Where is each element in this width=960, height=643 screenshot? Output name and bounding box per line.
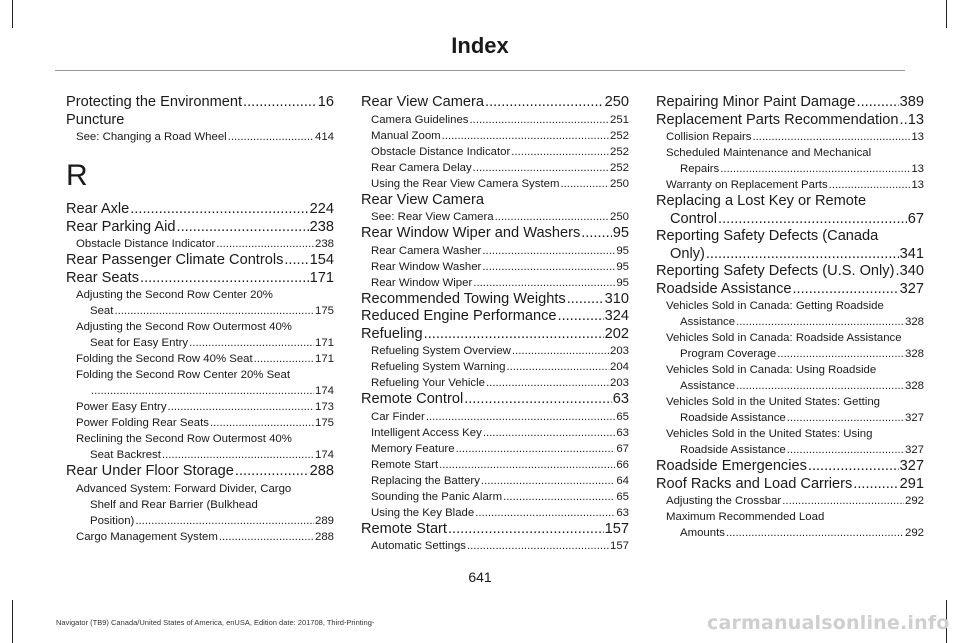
footer-edition-text: Navigator (TB9) Canada/United States of America, enUSA, Edition date: 201708, Third-Printing-	[56, 618, 375, 627]
entry-page-number: 327	[899, 280, 924, 297]
entry-text: Remote Start	[361, 520, 447, 537]
entry-page-number: 157	[604, 520, 629, 537]
dot-leader	[130, 201, 308, 219]
entry-text: Vehicles Sold in the United States: Getting	[666, 396, 881, 408]
dot-leader	[792, 281, 898, 299]
dot-leader	[177, 219, 309, 237]
dot-leader	[777, 346, 904, 362]
index-entry	[361, 94, 629, 112]
index-entry	[656, 228, 924, 246]
dot-leader	[467, 538, 609, 554]
entry-text: Cargo Management System	[76, 530, 218, 543]
entry-text: Reclining the Second Row Outermost 40%	[76, 433, 292, 445]
entry-page-number: 95	[612, 225, 629, 241]
index-entry	[361, 275, 629, 291]
entry-text: Replacing the Battery	[371, 474, 480, 487]
entry-page-number: 292	[904, 527, 924, 539]
entry-page-number: 202	[604, 325, 629, 342]
dot-leader	[900, 112, 907, 130]
index-entry	[361, 243, 629, 259]
index-entry	[66, 287, 334, 303]
dot-leader	[486, 375, 609, 391]
entry-text: Refueling	[361, 325, 423, 342]
dot-leader	[162, 447, 314, 463]
entry-page-number: 291	[899, 475, 924, 492]
entry-page-number: 13	[911, 131, 924, 143]
index-entry	[66, 112, 334, 130]
index-entry	[656, 426, 924, 442]
index-entry	[656, 246, 924, 264]
index-entry	[361, 128, 629, 144]
dot-leader	[495, 209, 609, 225]
index-entry	[361, 326, 629, 344]
index-entry	[361, 505, 629, 521]
entry-text: Seat Backrest	[90, 449, 161, 461]
index-entry	[656, 458, 924, 476]
dot-leader	[483, 425, 616, 441]
entry-page-number: 252	[609, 161, 629, 174]
entry-text: Reporting Safety Defects (U.S. Only)	[656, 263, 895, 279]
entry-text: Protecting the Environment	[66, 94, 243, 110]
entry-text: Assistance	[680, 316, 736, 328]
entry-page-number: 63	[616, 506, 629, 519]
entry-text: Reporting Safety Defects (Canada	[656, 228, 879, 244]
entry-page-number: 327	[899, 458, 924, 474]
entry-page-number: 292	[904, 495, 924, 507]
index-entry	[361, 538, 629, 554]
index-entry	[66, 219, 334, 237]
entry-text: Repairing Minor Paint Damage	[656, 94, 856, 110]
dot-leader	[895, 263, 898, 281]
entry-text: Vehicles Sold in Canada: Getting Roadside	[666, 300, 884, 312]
index-entry	[66, 335, 334, 351]
dot-leader	[254, 351, 314, 367]
entry-page-number: 341	[899, 245, 924, 262]
index-entry	[656, 346, 924, 362]
dot-leader	[581, 225, 612, 243]
index-entry	[656, 525, 924, 541]
dot-leader	[829, 177, 911, 193]
index-entry	[66, 431, 334, 447]
index-entry	[66, 303, 334, 319]
index-entry	[361, 308, 629, 326]
index-entry	[656, 211, 924, 229]
index-entry	[656, 298, 924, 314]
entry-text: Car Finder	[371, 410, 425, 423]
entry-text: Remote Start	[371, 458, 439, 471]
entry-text: Refueling System Warning	[371, 361, 506, 373]
index-entry	[361, 291, 629, 309]
entry-page-number: 288	[314, 530, 334, 543]
entry-text: Rear Camera Washer	[371, 244, 482, 257]
index-entry	[361, 160, 629, 176]
dot-leader	[752, 129, 910, 145]
entry-page-number: 310	[604, 290, 629, 307]
entry-page-number: 389	[899, 94, 924, 110]
entry-text: Seat	[90, 305, 114, 317]
index-entry	[66, 383, 334, 399]
entry-page-number: 289	[314, 514, 334, 527]
index-entry	[656, 161, 924, 177]
index-letter-heading: R	[66, 159, 88, 192]
entry-text: Power Folding Rear Seats	[76, 417, 209, 429]
dot-leader	[216, 236, 314, 252]
entry-text: Adjusting the Second Row Center 20%	[76, 289, 273, 301]
entry-text: See: Changing a Road Wheel	[76, 131, 227, 143]
entry-text: Rear Passenger Climate Controls	[66, 252, 284, 268]
dot-leader	[243, 94, 317, 112]
entry-page-number: 324	[604, 308, 629, 324]
crop-mark-bottom-left-vertical	[12, 600, 13, 643]
dot-leader	[439, 457, 615, 473]
entry-text: Puncture	[66, 111, 125, 128]
entry-text: Rear View Camera	[361, 94, 485, 110]
entry-text: Folding the Second Row 40% Seat	[76, 353, 253, 365]
index-entry	[66, 252, 334, 270]
index-entry	[66, 529, 334, 545]
entry-page-number: 157	[609, 540, 629, 552]
entry-text: Intelligent Access Key	[371, 426, 482, 439]
entry-text: Advanced System: Forward Divider, Cargo	[76, 482, 292, 495]
entry-text: Rear Under Floor Storage	[66, 463, 234, 479]
entry-page-number: 95	[616, 260, 629, 273]
dot-leader	[567, 291, 604, 309]
index-entry	[361, 375, 629, 391]
entry-text: Reduced Engine Performance	[361, 308, 557, 324]
index-entry	[361, 489, 629, 505]
dot-leader	[284, 252, 308, 270]
entry-text: Vehicles Sold in Canada: Roadside Assistance	[666, 332, 902, 344]
entry-text: Warranty on Replacement Parts	[666, 179, 828, 191]
index-entry	[656, 314, 924, 330]
entry-page-number: 238	[309, 218, 334, 235]
entry-page-number: 171	[309, 269, 334, 286]
index-entry	[361, 176, 629, 192]
index-entry	[656, 145, 924, 161]
entry-page-number: 238	[314, 238, 334, 250]
dot-leader	[442, 128, 609, 144]
index-entry	[656, 263, 924, 281]
entry-text: Position)	[90, 514, 135, 527]
entry-text: Power Easy Entry	[76, 401, 167, 413]
entry-page-number: 67	[907, 210, 924, 227]
dot-leader	[475, 505, 615, 521]
entry-page-number: 250	[609, 177, 629, 190]
index-entry	[66, 270, 334, 288]
entry-page-number: 327	[904, 444, 924, 456]
index-entry	[361, 441, 629, 457]
index-entry	[656, 493, 924, 509]
dot-leader	[481, 473, 615, 489]
dot-leader	[456, 441, 616, 457]
dot-leader	[168, 399, 314, 415]
dot-leader	[782, 493, 904, 509]
entry-text: Rear Camera Delay	[371, 161, 472, 174]
entry-page-number: 95	[616, 276, 629, 289]
entry-page-number: 64	[616, 474, 629, 487]
entry-text: Adjusting the Second Row Outermost 40%	[76, 321, 292, 333]
dot-leader	[426, 409, 616, 425]
dot-leader	[464, 391, 612, 409]
entry-text: Program Coverage	[680, 348, 777, 360]
dot-leader	[424, 326, 604, 344]
entry-text: Refueling System Overview	[371, 345, 511, 357]
index-entry	[361, 521, 629, 539]
entry-text: Scheduled Maintenance and Mechanical	[666, 147, 872, 159]
index-entry	[656, 112, 924, 130]
dot-leader	[473, 160, 609, 176]
crop-mark-top-right-vertical	[946, 0, 947, 28]
index-entry	[656, 394, 924, 410]
entry-page-number: 154	[309, 252, 334, 268]
dot-leader	[482, 259, 615, 275]
dot-leader	[140, 270, 309, 288]
index-column-1	[66, 94, 334, 545]
index-entry	[361, 144, 629, 160]
entry-page-number: 224	[309, 201, 334, 217]
entry-page-number: 328	[904, 316, 924, 328]
entry-text: Roadside Assistance	[680, 412, 786, 424]
index-column-2	[361, 94, 629, 554]
entry-text: Refueling Your Vehicle	[371, 377, 485, 389]
index-entry	[656, 330, 924, 346]
index-entry	[66, 447, 334, 463]
dot-leader	[853, 476, 898, 494]
entry-text: Sounding the Panic Alarm	[371, 490, 503, 503]
dot-leader	[808, 458, 899, 476]
entry-page-number: 13	[907, 111, 924, 128]
dot-leader	[720, 161, 910, 177]
index-entry	[361, 457, 629, 473]
dot-leader	[485, 94, 604, 112]
index-entry	[361, 192, 629, 210]
entry-text: Roadside Emergencies	[656, 458, 807, 474]
entry-text: Using the Key Blade	[371, 506, 475, 519]
entry-text: Control	[670, 210, 718, 227]
entry-text: Shelf and Rear Barrier (Bulkhead	[90, 498, 258, 511]
entry-text: Assistance	[680, 380, 736, 392]
index-entry	[656, 509, 924, 525]
index-entry	[361, 112, 629, 128]
entry-text: Camera Guidelines	[371, 113, 469, 126]
dot-leader	[189, 335, 314, 351]
dot-leader	[91, 383, 314, 399]
index-entry	[656, 94, 924, 112]
entry-text: Recommended Towing Weights	[361, 290, 566, 307]
entry-page-number: 13	[911, 163, 924, 175]
index-entry	[66, 463, 334, 481]
crop-mark-top-left-vertical	[12, 0, 13, 28]
entry-page-number: 175	[314, 305, 334, 317]
entry-page-number: 63	[612, 391, 629, 407]
entry-text: Obstacle Distance Indicator	[371, 145, 511, 158]
entry-page-number: 340	[899, 263, 924, 279]
entry-text: Memory Feature	[371, 442, 455, 455]
entry-page-number: 16	[317, 94, 334, 110]
entry-text: Obstacle Distance Indicator	[76, 238, 216, 250]
index-entry	[66, 236, 334, 252]
page-title: Index	[451, 33, 509, 58]
dot-leader	[506, 359, 609, 375]
index-entry	[66, 497, 334, 513]
entry-page-number: 95	[616, 244, 629, 257]
index-entry	[656, 476, 924, 494]
entry-text: Automatic Settings	[371, 540, 466, 552]
dot-leader	[448, 521, 604, 539]
entry-page-number: 13	[911, 179, 924, 191]
dot-leader	[473, 275, 615, 291]
entry-page-number: 203	[609, 345, 629, 357]
entry-text: Roof Racks and Load Carriers	[656, 475, 853, 492]
entry-page-number: 171	[314, 337, 334, 349]
index-entry	[656, 281, 924, 299]
entry-text: Only)	[670, 245, 705, 262]
title-divider	[55, 70, 905, 71]
watermark-logo: carmanualsonline.info	[707, 612, 950, 634]
index-entry	[66, 399, 334, 415]
dot-leader	[219, 529, 314, 545]
index-entry	[361, 343, 629, 359]
index-entry	[66, 481, 334, 497]
entry-text: Rear Window Wiper	[371, 276, 473, 289]
entry-text: Rear Window Wiper and Washers	[361, 225, 581, 241]
index-entry	[361, 359, 629, 375]
index-entry	[361, 391, 629, 409]
entry-page-number: 252	[609, 129, 629, 142]
dot-leader	[114, 303, 314, 319]
index-entry	[66, 319, 334, 335]
index-entry	[66, 367, 334, 383]
dot-leader	[718, 211, 907, 229]
dot-leader	[787, 442, 904, 458]
entry-text: Using the Rear View Camera System	[371, 177, 560, 190]
page-number: 641	[468, 569, 492, 585]
index-entry	[656, 193, 924, 211]
entry-text: Amounts	[680, 527, 725, 539]
dot-leader	[228, 129, 314, 145]
index-entry	[66, 415, 334, 431]
entry-text: Roadside Assistance	[656, 280, 792, 297]
entry-page-number: 328	[904, 348, 924, 360]
entry-text: Vehicles Sold in the United States: Using	[666, 428, 873, 440]
index-entry	[66, 201, 334, 219]
entry-text: Rear Parking Aid	[66, 218, 176, 235]
index-entry	[66, 129, 334, 145]
entry-text: Rear Axle	[66, 201, 130, 217]
index-entry	[656, 177, 924, 193]
dot-leader	[210, 415, 314, 431]
entry-page-number: 251	[609, 113, 629, 126]
dot-leader	[470, 112, 609, 128]
entry-text: Vehicles Sold in Canada: Using Roadside	[666, 364, 877, 376]
entry-page-number: 288	[309, 463, 334, 479]
entry-page-number: 63	[616, 426, 629, 439]
entry-page-number: 204	[609, 361, 629, 373]
dot-leader	[511, 144, 609, 160]
index-entry	[66, 94, 334, 112]
entry-text: See: Rear View Camera	[371, 211, 494, 223]
index-entry	[66, 351, 334, 367]
dot-leader	[787, 410, 904, 426]
index-entry	[361, 259, 629, 275]
entry-page-number: 174	[314, 385, 334, 397]
dot-leader	[135, 513, 314, 529]
index-entry	[656, 442, 924, 458]
dot-leader	[235, 463, 309, 481]
index-column-3	[656, 94, 924, 541]
entry-text: Rear Seats	[66, 269, 140, 286]
entry-text: Manual Zoom	[371, 129, 441, 142]
entry-text: Seat for Easy Entry	[90, 337, 189, 349]
index-entry	[361, 425, 629, 441]
entry-text: Replacing a Lost Key or Remote	[656, 193, 867, 209]
entry-text: Replacement Parts Recommendation	[656, 111, 899, 128]
dot-leader	[857, 94, 899, 112]
index-entry	[656, 410, 924, 426]
entry-page-number: 65	[616, 410, 629, 423]
dot-leader	[482, 243, 615, 259]
index-entry	[361, 473, 629, 489]
index-entry	[361, 409, 629, 425]
entry-text: Maximum Recommended Load	[666, 511, 825, 523]
entry-text: Rear Window Washer	[371, 260, 482, 273]
entry-text: Folding the Second Row Center 20% Seat	[76, 369, 291, 381]
entry-page-number: 171	[314, 353, 334, 365]
dot-leader	[512, 343, 609, 359]
entry-page-number: 175	[314, 417, 334, 429]
entry-page-number: 414	[314, 131, 334, 143]
entry-page-number: 252	[609, 145, 629, 158]
index-entry	[656, 378, 924, 394]
index-entry	[361, 225, 629, 243]
entry-text: Collision Repairs	[666, 131, 752, 143]
dot-leader	[706, 246, 899, 264]
index-entry	[656, 129, 924, 145]
entry-page-number: 66	[616, 458, 629, 471]
entry-page-number: 250	[609, 211, 629, 223]
entry-page-number: 327	[904, 412, 924, 424]
entry-text: Rear View Camera	[361, 191, 485, 208]
entry-page-number: 203	[609, 377, 629, 389]
index-entry	[361, 209, 629, 225]
entry-page-number: 250	[604, 94, 629, 110]
index-entry	[66, 513, 334, 529]
dot-leader	[503, 489, 615, 505]
index-entry	[656, 362, 924, 378]
dot-leader	[736, 378, 904, 394]
entry-text: Remote Control	[361, 391, 464, 407]
dot-leader	[560, 176, 609, 192]
entry-page-number: 67	[616, 442, 629, 455]
dot-leader	[558, 308, 604, 326]
entry-text: Repairs	[680, 163, 720, 175]
dot-leader	[726, 525, 904, 541]
entry-page-number: 174	[314, 449, 334, 461]
entry-page-number: 173	[314, 401, 334, 413]
dot-leader	[736, 314, 904, 330]
entry-page-number: 65	[616, 490, 629, 503]
entry-text: Roadside Assistance	[680, 444, 786, 456]
entry-page-number: 328	[904, 380, 924, 392]
entry-text: Adjusting the Crossbar	[666, 495, 782, 507]
